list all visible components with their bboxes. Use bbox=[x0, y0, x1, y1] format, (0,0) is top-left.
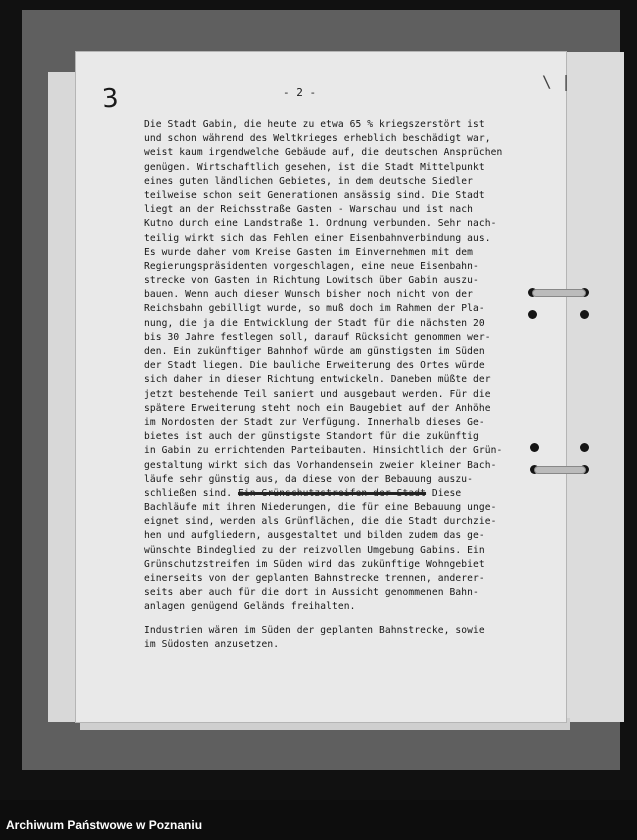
text-line bbox=[144, 232, 524, 246]
text-line bbox=[144, 501, 524, 515]
line-text: spätere Erweiterung steht noch ein Baugebiet auf der Anhöhe bbox=[144, 402, 491, 414]
line-text: teilweise schon seit Generationen ansässig sind. Die Stadt bbox=[144, 189, 485, 201]
text-line bbox=[144, 317, 524, 331]
text-line bbox=[144, 459, 524, 473]
body-text bbox=[144, 118, 524, 652]
text-line bbox=[144, 444, 524, 458]
line-text: Regierungspräsidenten vorgeschlagen, eine neue Eisenbahn- bbox=[144, 260, 479, 272]
punch-hole bbox=[530, 443, 539, 452]
line-text: teilig wirkt sich das Fehlen einer Eisenbahnverbindung aus. bbox=[144, 232, 491, 244]
line-text: bis 30 Jahre festlegen soll, darauf Rücksicht genommen wer- bbox=[144, 331, 491, 343]
text-line bbox=[144, 572, 524, 586]
text-line bbox=[144, 373, 524, 387]
line-text: bauen. Wenn auch dieser Wunsch bisher noch nicht von der bbox=[144, 289, 474, 301]
line-text: Kutno durch eine Landstraße 1. Ordnung verbunden. Sehr nach- bbox=[144, 218, 497, 230]
text-line bbox=[144, 416, 524, 430]
text-line bbox=[144, 515, 524, 529]
punch-hole bbox=[528, 310, 537, 319]
line-text: hen und aufgliedern, ausgestaltet und bilden zudem das ge- bbox=[144, 530, 485, 542]
text-line bbox=[144, 331, 524, 345]
corner-mark: \ | bbox=[542, 72, 571, 91]
page-number: - 2 - bbox=[283, 86, 317, 99]
line-text: strecke von Gasten in Richtung Lowitsch über Gabin auszu- bbox=[144, 275, 479, 287]
text-line bbox=[144, 345, 524, 359]
line-text: und schon während des Weltkrieges erheblich beschädigt war, bbox=[144, 133, 491, 145]
text-line bbox=[144, 388, 524, 402]
line-text: nung, die ja die Entwicklung der Stadt für die nächsten 20 bbox=[144, 317, 485, 329]
line-text: weist kaum irgendwelche Gebäude auf, die deutschen Ansprüchen bbox=[144, 147, 503, 159]
text-line bbox=[144, 246, 524, 260]
text-line bbox=[144, 624, 524, 638]
line-text: Reichsbahn gebilligt wurde, so muß doch im Rahmen der Pla- bbox=[144, 303, 485, 315]
text-line bbox=[144, 217, 524, 231]
line-text: anlagen genügend Geländs freihalten. bbox=[144, 601, 356, 613]
line-text: sich daher in dieser Richtung entwickeln. Daneben müßte der bbox=[144, 374, 491, 386]
text-line bbox=[144, 288, 524, 302]
line-text: schließen sind. bbox=[144, 487, 239, 499]
line-text: den. Ein zukünftiger Bahnhof würde am günstigsten im Süden bbox=[144, 346, 485, 357]
text-line bbox=[144, 600, 524, 614]
text-line bbox=[144, 402, 524, 416]
line-text: genügen. Wirtschaftlich gesehen, ist die Stadt Mittelpunkt bbox=[144, 161, 485, 173]
binder-ring bbox=[534, 466, 586, 474]
text-line bbox=[144, 586, 524, 600]
text-line bbox=[144, 175, 524, 189]
struck-out-text: Ein Grünschutzstreifen der Stadt bbox=[238, 487, 427, 499]
line-text: läufe sehr günstig aus, da diese von der Bebauung auszu- bbox=[144, 473, 474, 485]
line-text: eignet sind, werden als Grünflächen, die die Stadt durchzie- bbox=[144, 516, 497, 528]
line-text: liegt an der Reichsstraße Gasten - Warschau und ist nach bbox=[144, 204, 474, 216]
text-line bbox=[144, 118, 524, 132]
text-line bbox=[144, 161, 524, 175]
text-line bbox=[144, 473, 524, 487]
line-text: Grünschutzstreifen im Süden wird das zukünftige Wohngebiet bbox=[144, 558, 485, 570]
line-text: der Stadt liegen. Die bauliche Erweiterung des Ortes würde bbox=[144, 360, 485, 372]
text-line bbox=[144, 430, 524, 444]
paragraph-gap bbox=[144, 615, 524, 624]
line-text: im Südosten anzusetzen. bbox=[144, 638, 280, 650]
line-text: einerseits von der geplanten Bahnstrecke trennen, anderer- bbox=[144, 573, 485, 584]
text-line bbox=[144, 260, 524, 274]
line-text: bietes ist auch der günstigste Standort für die zukünftig bbox=[144, 431, 479, 443]
text-line bbox=[144, 203, 524, 217]
line-text: jetzt bestehende Teil saniert und ausgebaut werden. Für die bbox=[144, 388, 491, 400]
line-text: Die Stadt Gabin, die heute zu etwa 65 % kriegszerstört ist bbox=[144, 119, 485, 130]
text-line bbox=[144, 274, 524, 288]
text-line bbox=[144, 487, 524, 501]
line-text: Es wurde daher vom Kreise Gasten im Einvernehmen mit dem bbox=[144, 246, 474, 258]
text-line bbox=[144, 529, 524, 543]
line-text: im Nordosten der Stadt zur Verfügung. Innerhalb dieses Ge- bbox=[144, 416, 485, 428]
line-text: in Gabin zu errichtenden Parteibauten. Hinsichtlich der Grün- bbox=[144, 445, 503, 457]
folio-number: 3 bbox=[100, 83, 120, 115]
line-text: Industrien wären im Süden der geplanten Bahnstrecke, sowie bbox=[144, 624, 485, 636]
archive-caption: Archiwum Państwowe w Poznaniu bbox=[6, 818, 203, 832]
text-line bbox=[144, 558, 524, 572]
text-line bbox=[144, 189, 524, 203]
punch-hole bbox=[580, 443, 589, 452]
caption-bar bbox=[0, 810, 637, 840]
line-text-continued: Diese bbox=[426, 487, 462, 499]
line-text: wünschte Bindeglied zu der reizvollen Umgebung Gabins. Ein bbox=[144, 544, 485, 556]
text-line bbox=[144, 638, 524, 652]
text-line bbox=[144, 146, 524, 160]
text-line bbox=[144, 132, 524, 146]
line-text: eines guten ländlichen Gebietes, in dem deutsche Siedler bbox=[144, 175, 474, 187]
line-text: Bachläufe mit ihren Niederungen, die für eine Bebauung unge- bbox=[144, 502, 497, 514]
binder-ring bbox=[532, 289, 586, 297]
punch-hole bbox=[580, 310, 589, 319]
text-line bbox=[144, 302, 524, 316]
line-text: gestaltung wirkt sich das Vorhandensein zweier kleiner Bach- bbox=[144, 459, 497, 471]
text-line bbox=[144, 544, 524, 558]
line-text: seits aber auch für die dort in Aussicht genommenen Bahn- bbox=[144, 587, 479, 599]
text-line bbox=[144, 359, 524, 373]
